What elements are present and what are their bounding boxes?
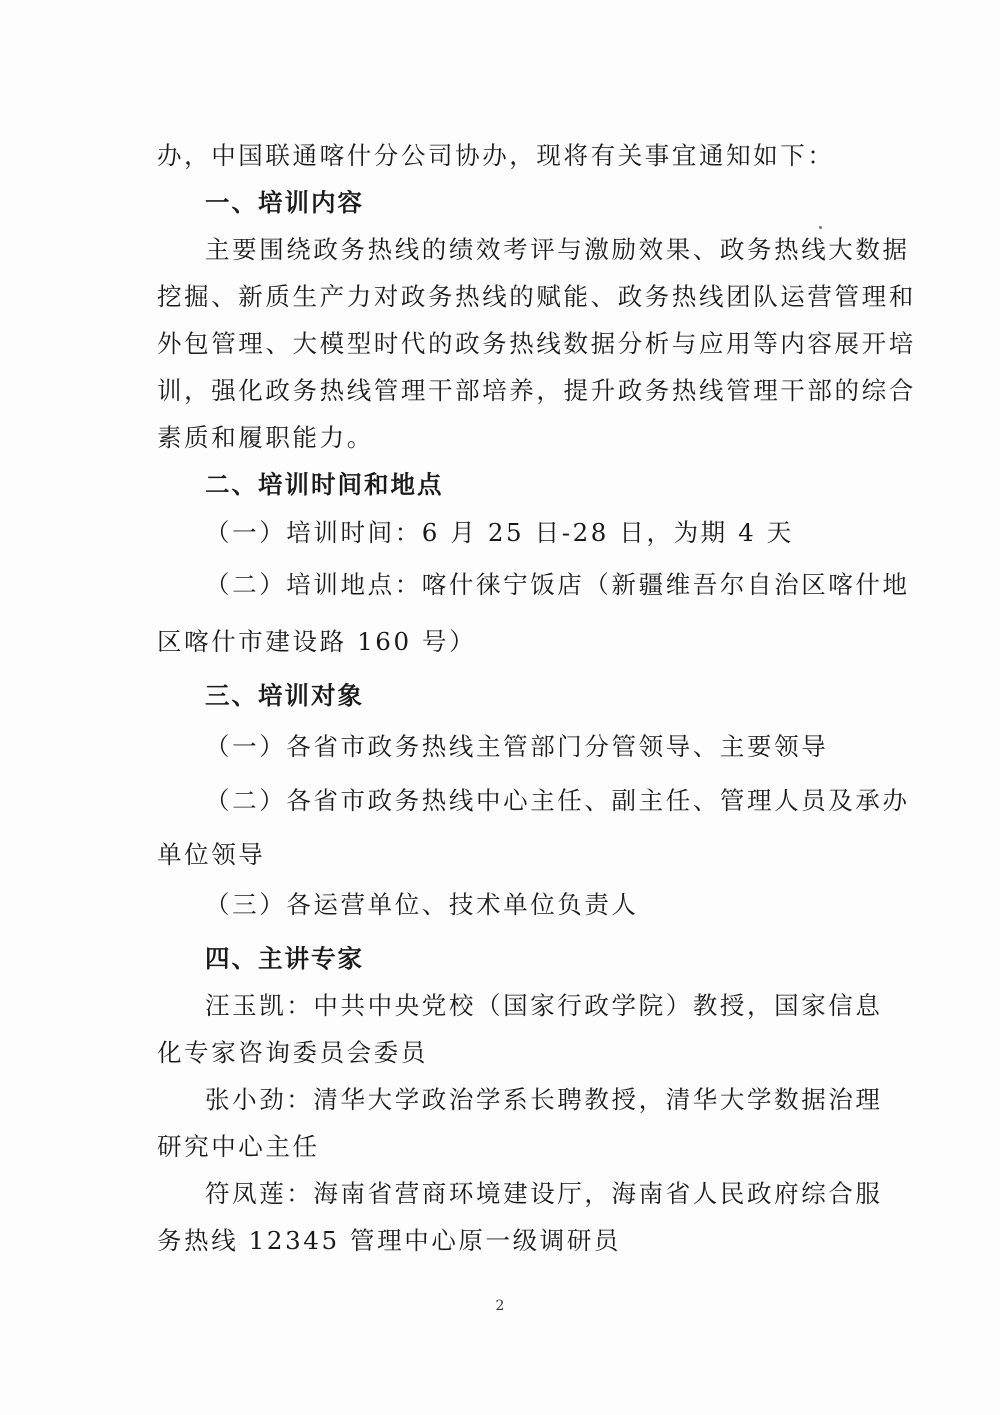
expert-line: 化专家咨询委员会委员 [157, 1038, 428, 1067]
expert-line: 研究中心主任 [157, 1132, 320, 1161]
section3-heading: 三、培训对象 [205, 681, 364, 710]
page-number: 2 [495, 1298, 505, 1314]
training-time: （一）培训时间：6 月 25 日-28 日，为期 4 天 [205, 518, 794, 547]
section1-paragraph-line: 素质和履职能力。 [157, 423, 374, 452]
section1-paragraph-line: 挖掘、新质生产力对政务热线的赋能、政务热线团队运营管理和 [157, 282, 916, 311]
section4-heading: 四、主讲专家 [205, 944, 364, 973]
intro-continuation: 办，中国联通喀什分公司协办，现将有关事宜通知如下： [157, 141, 835, 170]
section1-paragraph-line: 外包管理、大模型时代的政务热线数据分析与应用等内容展开培 [157, 329, 916, 358]
scan-speck [819, 226, 822, 229]
audience-item-2-line2: 单位领导 [157, 840, 266, 869]
expert-line: 汪玉凯：中共中央党校（国家行政学院）教授，国家信息 [205, 991, 883, 1020]
audience-item-1: （一）各省市政务热线主管部门分管领导、主要领导 [205, 732, 829, 761]
training-place-line1: （二）培训地点：喀什徕宁饭店（新疆维吾尔自治区喀什地 [205, 570, 910, 599]
section1-heading: 一、培训内容 [205, 188, 364, 217]
expert-line: 张小劲：清华大学政治学系长聘教授，清华大学数据治理 [205, 1085, 883, 1114]
section1-paragraph-line: 训，强化政务热线管理干部培养，提升政务热线管理干部的综合 [157, 376, 916, 405]
audience-item-2-line1: （二）各省市政务热线中心主任、副主任、管理人员及承办 [205, 786, 910, 815]
expert-line: 符凤莲：海南省营商环境建设厅，海南省人民政府综合服 [205, 1179, 883, 1208]
training-place-line2: 区喀什市建设路 160 号） [157, 627, 477, 656]
expert-line: 务热线 12345 管理中心原一级调研员 [157, 1226, 622, 1255]
section1-paragraph-line: 主要围绕政务热线的绩效考评与激励效果、政务热线大数据 [205, 235, 910, 264]
audience-item-3: （三）各运营单位、技术单位负责人 [205, 890, 639, 919]
section2-heading: 二、培训时间和地点 [205, 470, 444, 499]
